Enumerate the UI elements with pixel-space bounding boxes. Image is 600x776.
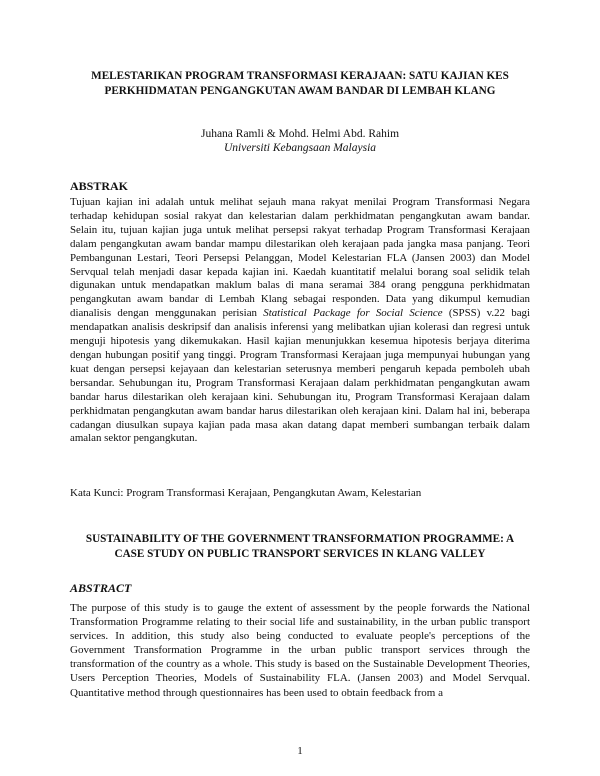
paper-title-malay: MELESTARIKAN PROGRAM TRANSFORMASI KERAJAAN: SATU KAJIAN KES PERKHIDMATAN PENGANGKUTAN AWAM BANDAR DI LEMBAH KLANG <box>91 70 509 97</box>
keywords-line: Kata Kunci: Program Transformasi Kerajaan, Pengangkutan Awam, Kelestarian <box>70 487 422 499</box>
author-names: Juhana Ramli & Mohd. Helmi Abd. Rahim <box>200 128 400 140</box>
abstrak-heading: ABSTRAK <box>70 179 129 193</box>
author-affiliation: Universiti Kebangsaan Malaysia <box>223 142 377 154</box>
abstrak-text-part2: (SPSS) v.22 bagi mendapatkan analisis deskripsif dan analisis inferensi yang melibatkan ujian kolerasi dan regresi untuk menguji hipotesis yang dikemukakan. Hasil kajian menunjukkan kesemua hipotesis berjaya diterima dengan hubungan positif yang tinggi. Program Transformasi Kerajaan juga mempunyai hubungan yang kuat dengan persepsi kejayaan dan kelestarian seterusnya memberi pengaruh kepada pemboleh ubah bersandar. Sehubungan itu, Program Transformasi Kerajaan dalam perkhidmatan pengangkutan awam bandar harus dilestarikan oleh kerajaan kini. Sehubungan itu, Program Transformasi Kerajaan dalam perkhidmatan pengangkutan awam bandar harus dilestarikan oleh kerajaan kini. Dalam hal ini, beberapa cadangan diusulkan supaya kajian pada masa akan datang dapat memberi sumbangan terbaik dalam amalan sektor pengangkutan. <box>70 307 530 445</box>
page-number: 1 <box>297 745 303 757</box>
abstrak-text-part1: Tujuan kajian ini adalah untuk melihat sejauh mana rakyat menilai Program Transformasi Negara terhadap kehidupan sosial rakyat dan kelestarian dalam perkhidmatan pengangkutan awam bandar. Selain itu, tujuan kajian juga untuk melihat persepsi rakyat terhadap Program Transformasi Kerajaan dalam pengangkutan awam bandar mampu dilestarikan oleh kerajaan pada jangka masa panjang. Teori Pembangunan Lestari, Teori Persepsi Pelanggan, Model Kelestarian FLA (Jansen 2003) dan Model Servqual telah menjadi dasar kepada kajian ini. Kaedah kuantitatif melalui borang soal selidik telah digunakan untuk mendapatkan maklum balas di mana seramai 384 orang pengguna perkhidmatan pengangkutan awam bandar di Lembah Klang sebagai responden. Data yang dikumpul kemudian dianalisis dengan menggunakan perisian <box>70 196 530 320</box>
abstrak-body <box>70 196 530 446</box>
author-block <box>0 127 600 155</box>
abstract-heading: ABSTRACT <box>70 581 132 595</box>
abstract-body-english: The purpose of this study is to gauge the extent of assessment by the people forwards the National Transformation Programme relating to their social life and sustainability, in the urban public transport services. In addition, this study also being conducted to evaluate people's perceptions of the Government Transformation Programme in the urban public transport services through the transformation of the country as a whole. This study is based on the Sustainable Development Theories, Users Perception Theories, Models of Sustainability FLA. (Jansen 2003) and Model Servqual. Quantitative method through questionnaires has been used to obtain feedback from a <box>70 602 530 699</box>
software-name: Statistical Package for Social Science <box>263 307 443 320</box>
paper-title-english: SUSTAINABILITY OF THE GOVERNMENT TRANSFORMATION PROGRAMME: A CASE STUDY ON PUBLIC TRANSPORT SERVICES IN KLANG VALLEY <box>85 533 515 560</box>
